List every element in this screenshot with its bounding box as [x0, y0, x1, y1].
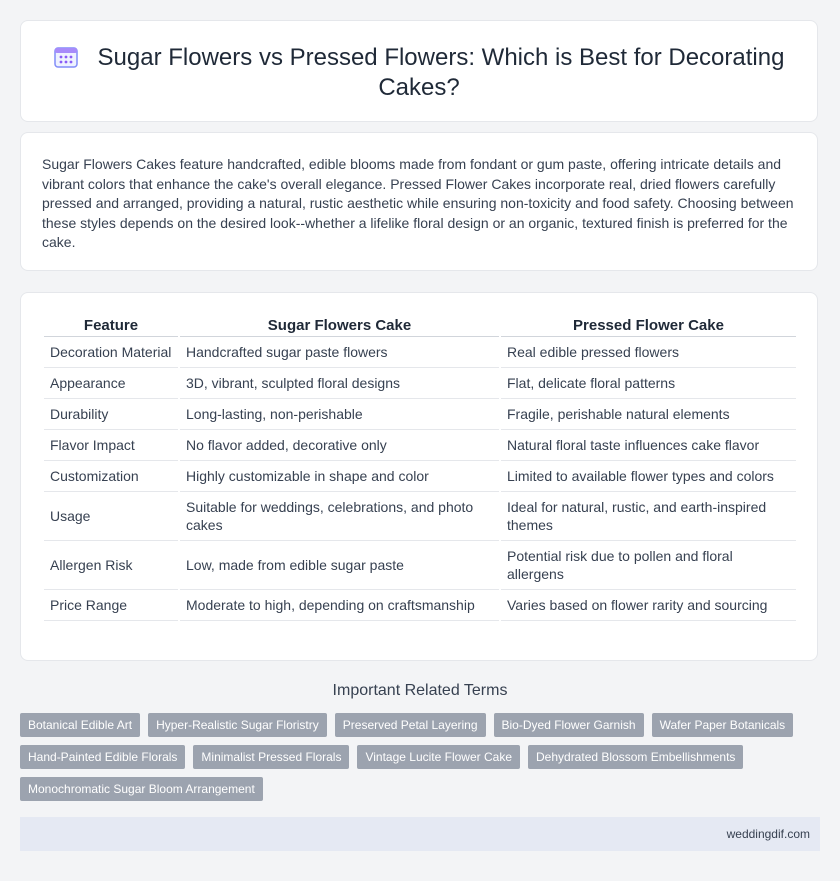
- feature-cell: Price Range: [44, 590, 178, 621]
- related-term-tag[interactable]: Botanical Edible Art: [20, 713, 140, 737]
- table-row: [44, 368, 796, 399]
- page-title: Sugar Flowers vs Pressed Flowers: Which is Best for Decorating Cakes?: [97, 44, 785, 101]
- related-term-tag[interactable]: Minimalist Pressed Florals: [193, 745, 349, 769]
- feature-cell: Durability: [44, 399, 178, 430]
- comparison-card: [20, 292, 818, 661]
- sugar-cell: Low, made from edible sugar paste: [180, 541, 499, 590]
- sugar-cell: No flavor added, decorative only: [180, 430, 499, 461]
- page-title-wrap: [21, 43, 817, 103]
- pressed-cell: Potential risk due to pollen and floral allergens: [501, 541, 796, 590]
- sugar-cell: Long-lasting, non-perishable: [180, 399, 499, 430]
- table-row: [44, 337, 796, 368]
- feature-cell: Flavor Impact: [44, 430, 178, 461]
- footer-site-link[interactable]: weddingdif.com: [726, 827, 810, 841]
- sugar-cell: 3D, vibrant, sculpted floral designs: [180, 368, 499, 399]
- calendar-icon: [54, 46, 78, 68]
- related-term-tag[interactable]: Bio-Dyed Flower Garnish: [494, 713, 644, 737]
- pressed-cell: Flat, delicate floral patterns: [501, 368, 796, 399]
- pressed-cell: Real edible pressed flowers: [501, 337, 796, 368]
- table-row: [44, 461, 796, 492]
- table-row: [44, 590, 796, 621]
- related-term-tag[interactable]: Dehydrated Blossom Embellishments: [528, 745, 743, 769]
- pressed-cell: Ideal for natural, rustic, and earth-inspired themes: [501, 492, 796, 541]
- intro-paragraph: Sugar Flowers Cakes feature handcrafted, edible blooms made from fondant or gum paste, offering intricate details and vibrant colors that enhance the cake's overall elegance. Pressed Flower Cakes incorporate real, dried flowers carefully pressed and arranged, providing a natural, rustic aesthetic while ensuring non-toxicity and food safety. Choosing between these styles depends on the desired look--whether a lifelike floral design or an organic, textured finish is preferred for the cake.: [42, 156, 794, 251]
- related-terms-list: [20, 713, 820, 801]
- feature-cell: Decoration Material: [44, 337, 178, 368]
- intro-card: [20, 132, 818, 271]
- sugar-cell: Moderate to high, depending on craftsmanship: [180, 590, 499, 621]
- feature-cell: Allergen Risk: [44, 541, 178, 590]
- pressed-cell: Varies based on flower rarity and sourcing: [501, 590, 796, 621]
- table-row: [44, 541, 796, 590]
- related-term-tag[interactable]: Hyper-Realistic Sugar Floristry: [148, 713, 327, 737]
- pressed-cell: Limited to available flower types and colors: [501, 461, 796, 492]
- sugar-cell: Highly customizable in shape and color: [180, 461, 499, 492]
- sugar-cell: Handcrafted sugar paste flowers: [180, 337, 499, 368]
- related-term-tag[interactable]: Wafer Paper Botanicals: [652, 713, 794, 737]
- feature-cell: Usage: [44, 492, 178, 541]
- sugar-cell: Suitable for weddings, celebrations, and photo cakes: [180, 492, 499, 541]
- related-term-tag[interactable]: Monochromatic Sugar Bloom Arrangement: [20, 777, 263, 801]
- related-term-tag[interactable]: Vintage Lucite Flower Cake: [357, 745, 520, 769]
- table-row: [44, 399, 796, 430]
- related-term-tag[interactable]: Preserved Petal Layering: [335, 713, 486, 737]
- header-pressed-flowers: Pressed Flower Cake: [501, 311, 796, 337]
- feature-cell: Appearance: [44, 368, 178, 399]
- related-term-tag[interactable]: Hand-Painted Edible Florals: [20, 745, 185, 769]
- header-feature: Feature: [44, 311, 178, 337]
- table-header-row: [44, 311, 796, 337]
- table-row: [44, 492, 796, 541]
- comparison-table: [42, 311, 798, 621]
- header-sugar-flowers: Sugar Flowers Cake: [180, 311, 499, 337]
- footer: [20, 817, 820, 851]
- feature-cell: Customization: [44, 461, 178, 492]
- related-terms-heading: Important Related Terms: [332, 682, 508, 699]
- pressed-cell: Natural floral taste influences cake flavor: [501, 430, 796, 461]
- pressed-cell: Fragile, perishable natural elements: [501, 399, 796, 430]
- title-card: [20, 20, 818, 122]
- table-row: [44, 430, 796, 461]
